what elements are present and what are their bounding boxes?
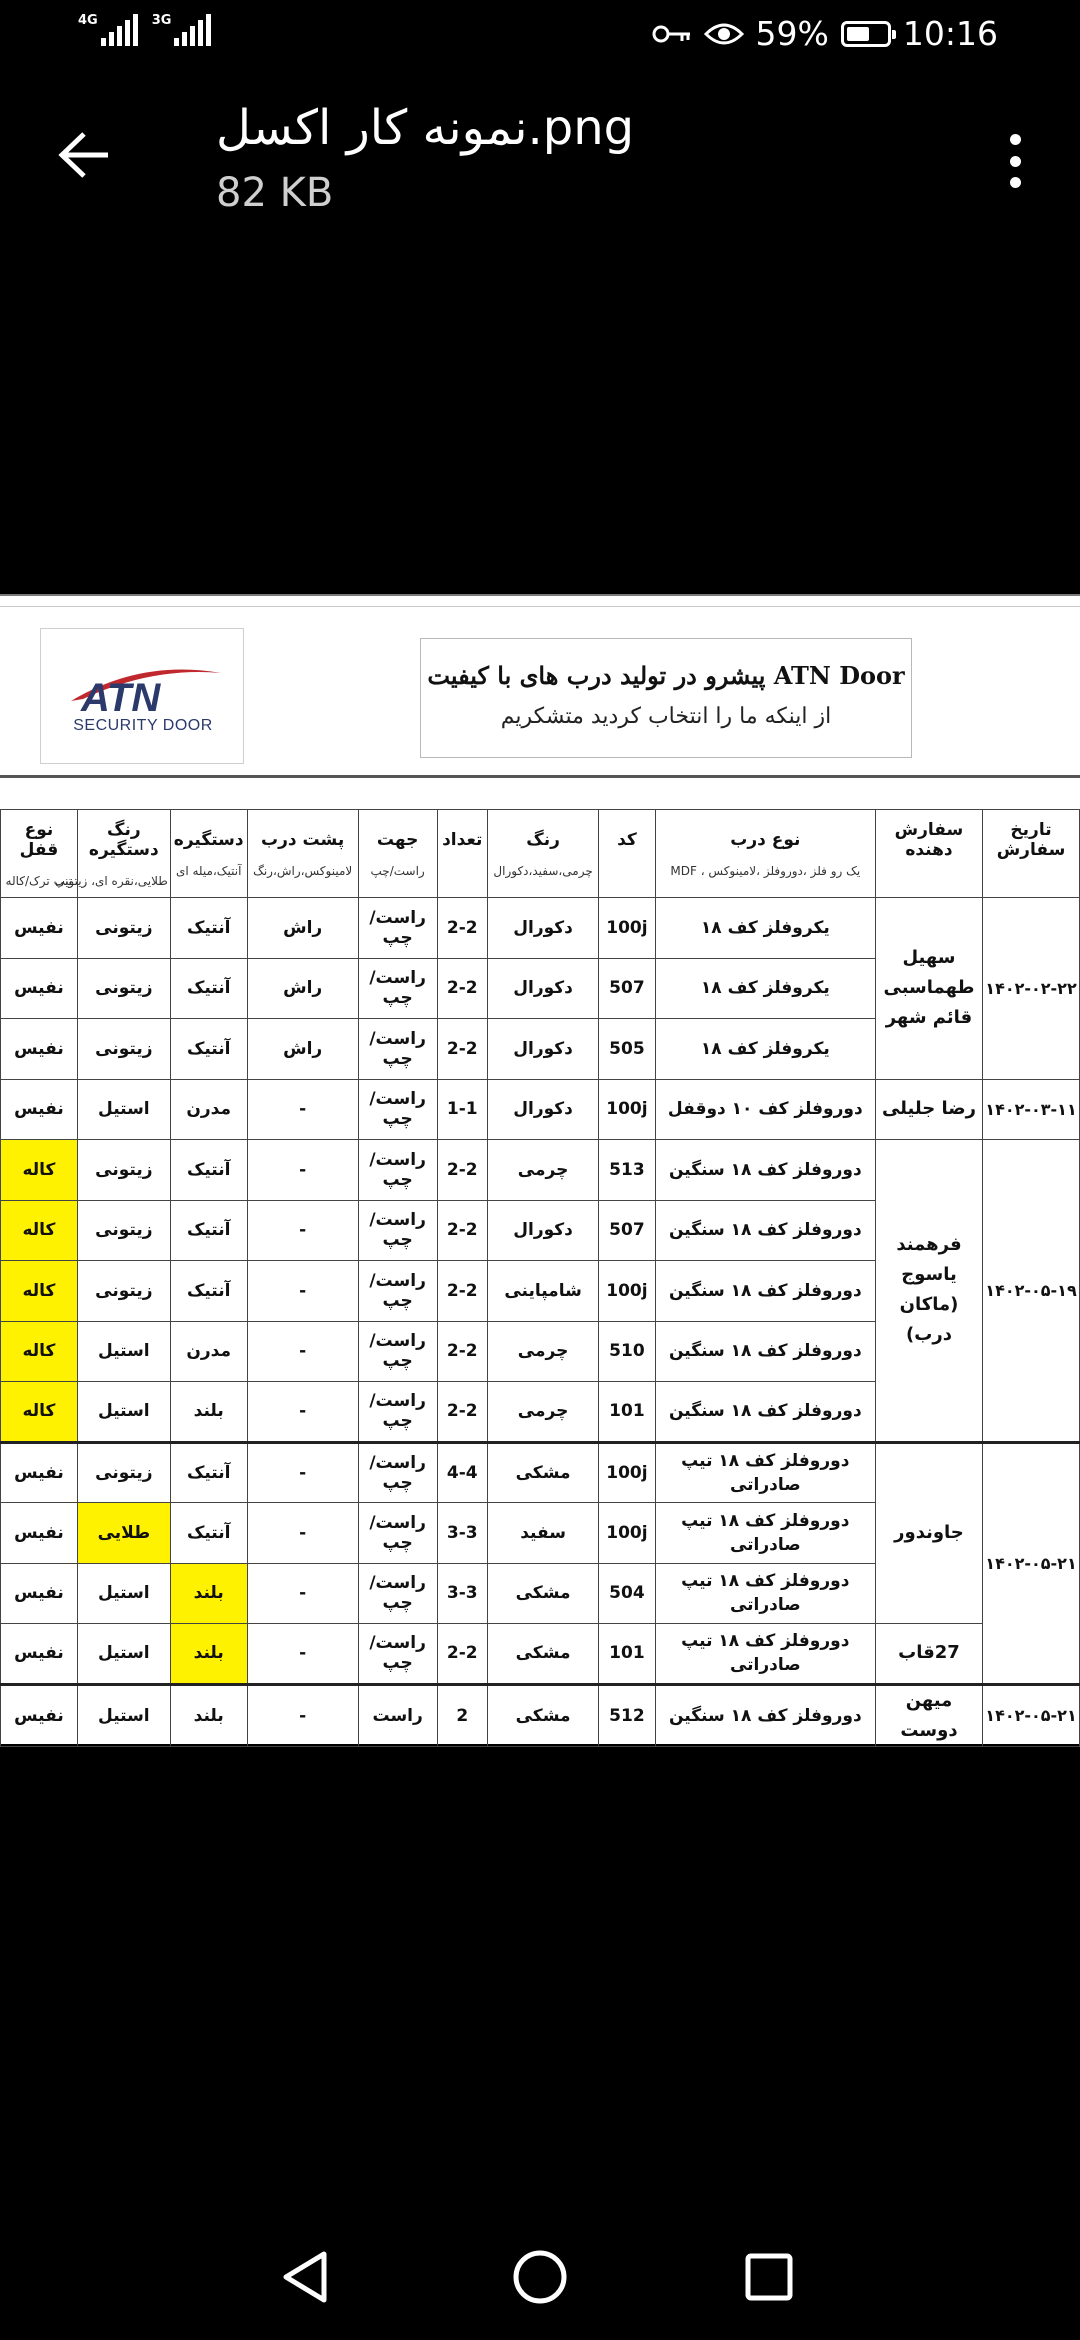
- direction-cell: راست/چپ: [358, 1442, 437, 1503]
- app-bar: [0, 90, 1080, 240]
- column-header: [170, 810, 247, 898]
- door-type-cell: دوروفلز کف ۱۸ تیپ صادراتی: [655, 1503, 875, 1564]
- code-cell: 512: [599, 1684, 656, 1746]
- handle-color-cell: استیل: [77, 1079, 170, 1140]
- column-header-label: کد: [617, 829, 637, 850]
- direction-cell: راست/چپ: [358, 1140, 437, 1201]
- color-cell: چرمی: [488, 1140, 599, 1201]
- door-type-cell: دوروفلز کف ۱۸ تیپ صادراتی: [655, 1624, 875, 1685]
- key-icon: [652, 22, 692, 46]
- order-date-cell: ۱۴۰۲-۰۳-۱۱: [983, 1079, 1080, 1140]
- door-back-cell: -: [247, 1200, 358, 1261]
- quantity-cell: 2: [437, 1684, 488, 1746]
- direction-cell: راست/چپ: [358, 1079, 437, 1140]
- color-cell: مشکی: [488, 1624, 599, 1685]
- lock-type-cell: کاله: [1, 1321, 78, 1382]
- table-row: [1, 898, 1080, 959]
- handle-color-cell: استیل: [77, 1684, 170, 1746]
- door-back-cell: -: [247, 1382, 358, 1443]
- code-cell: 101: [599, 1624, 656, 1685]
- column-header-label: رنگ: [526, 829, 560, 850]
- column-header: [488, 810, 599, 898]
- lock-type-cell: کاله: [1, 1140, 78, 1201]
- quantity-cell: 2-2: [437, 1261, 488, 1322]
- color-cell: مشکی: [488, 1442, 599, 1503]
- lock-type-cell: کاله: [1, 1261, 78, 1322]
- table-row: [1, 1079, 1080, 1140]
- column-header-hint: تیپ ترک/کاله: [5, 873, 73, 888]
- door-back-cell: -: [247, 1321, 358, 1382]
- handle-color-cell: استیل: [77, 1624, 170, 1685]
- column-header-label: رنگ دستگیره: [88, 819, 159, 860]
- file-title: نمونه کار اکسل.png: [216, 100, 635, 156]
- code-cell: 507: [599, 1200, 656, 1261]
- door-type-cell: یکروفلز کف ۱۸: [655, 898, 875, 959]
- direction-cell: راست/چپ: [358, 1261, 437, 1322]
- color-cell: دکورال: [488, 1079, 599, 1140]
- door-back-cell: -: [247, 1684, 358, 1746]
- door-type-cell: دوروفلز کف ۱۸ سنگین: [655, 1382, 875, 1443]
- handle-cell: مدرن: [170, 1321, 247, 1382]
- handle-color-cell: زیتونی: [77, 1019, 170, 1080]
- customer-cell: 27قاب: [875, 1624, 982, 1685]
- door-type-cell: یکروفلز کف ۱۸: [655, 958, 875, 1019]
- code-cell: 513: [599, 1140, 656, 1201]
- direction-cell: راست/چپ: [358, 958, 437, 1019]
- column-header-hint: [601, 864, 653, 878]
- order-date-cell: ۱۴۰۲-۰۵-۲۱: [983, 1684, 1080, 1746]
- column-header: [1, 810, 78, 898]
- handle-cell: آنتیک: [170, 958, 247, 1019]
- column-header-label: پشت درب: [261, 829, 345, 850]
- handle-color-cell: استیل: [77, 1563, 170, 1624]
- navigation-bar: [0, 2220, 1080, 2340]
- signal-icon: [174, 14, 211, 46]
- direction-cell: راست: [358, 1684, 437, 1746]
- banner-subtitle: از اینکه ما را انتخاب کردید متشکریم: [500, 704, 832, 729]
- lock-type-cell: نفیس: [1, 1624, 78, 1685]
- handle-color-cell: زیتونی: [77, 958, 170, 1019]
- color-cell: دکورال: [488, 1200, 599, 1261]
- quantity-cell: 2-2: [437, 1140, 488, 1201]
- lock-type-cell: نفیس: [1, 1442, 78, 1503]
- signal-indicators: [78, 14, 211, 46]
- back-arrow-icon[interactable]: [50, 120, 120, 190]
- handle-color-cell: استیل: [77, 1382, 170, 1443]
- column-header-hint: طلایی،نقره ای، زیتونی: [55, 873, 168, 888]
- customer-cell: سهیل طهماسبی قائم شهر: [875, 898, 982, 1080]
- handle-cell: آنتیک: [170, 1442, 247, 1503]
- svg-text:ATN: ATN: [81, 676, 161, 720]
- battery-icon: [841, 21, 891, 47]
- direction-cell: راست/چپ: [358, 1382, 437, 1443]
- banner: [420, 638, 912, 758]
- door-type-cell: دوروفلز کف ۱۰ دوقفل: [655, 1079, 875, 1140]
- door-back-cell: -: [247, 1261, 358, 1322]
- clock: 10:16: [902, 14, 998, 53]
- signal-2: [152, 14, 212, 46]
- code-cell: 505: [599, 1019, 656, 1080]
- quantity-cell: 2-2: [437, 1321, 488, 1382]
- lock-type-cell: کاله: [1, 1382, 78, 1443]
- handle-color-cell: استیل: [77, 1321, 170, 1382]
- column-header-hint: لامینوکس،راش،رنگ: [253, 863, 353, 878]
- code-cell: 101: [599, 1382, 656, 1443]
- lock-type-cell: نفیس: [1, 958, 78, 1019]
- handle-color-cell: طلایی: [77, 1503, 170, 1564]
- column-header-hint: یک رو فلز ،دوروفلز ،لامینوکس ، MDF: [670, 863, 861, 878]
- door-back-cell: راش: [247, 1019, 358, 1080]
- quantity-cell: 3-3: [437, 1503, 488, 1564]
- column-header-label: تعداد: [442, 829, 483, 850]
- door-type-cell: دوروفلز کف ۱۸ تیپ صادراتی: [655, 1442, 875, 1503]
- door-type-cell: دوروفلز کف ۱۸ سنگین: [655, 1200, 875, 1261]
- quantity-cell: 2-2: [437, 1382, 488, 1443]
- column-header-label: نوع درب: [730, 829, 801, 850]
- column-header-hint: آنتیک،میله ای: [175, 863, 242, 878]
- atn-logo: [40, 628, 244, 764]
- handle-cell: آنتیک: [170, 1140, 247, 1201]
- atn-logo-mark: [61, 659, 225, 719]
- orders-table: [0, 809, 1080, 1747]
- quantity-cell: 2-2: [437, 1624, 488, 1685]
- color-cell: مشکی: [488, 1563, 599, 1624]
- document-header: [0, 594, 1080, 778]
- handle-color-cell: زیتونی: [77, 1261, 170, 1322]
- table-row: [1, 1684, 1080, 1746]
- column-header-label: جهت: [376, 829, 419, 850]
- order-date-cell: ۱۴۰۲-۰۵-۲۱: [983, 1442, 1080, 1684]
- battery-fill: [847, 27, 869, 41]
- door-back-cell: -: [247, 1442, 358, 1503]
- table-body: [1, 898, 1080, 1747]
- quantity-cell: 2-2: [437, 1019, 488, 1080]
- column-header: [655, 810, 875, 898]
- handle-color-cell: زیتونی: [77, 1140, 170, 1201]
- back-triangle-icon[interactable]: [272, 2242, 342, 2312]
- quantity-cell: 4-4: [437, 1442, 488, 1503]
- column-header-label: دستگیره: [173, 829, 244, 850]
- column-header-hint: چرمی،سفید،دکورال: [493, 863, 593, 878]
- handle-cell: آنتیک: [170, 1503, 247, 1564]
- table-row: [1, 1442, 1080, 1503]
- lock-type-cell: کاله: [1, 1200, 78, 1261]
- color-cell: سفید: [488, 1503, 599, 1564]
- table-header: [1, 810, 1080, 898]
- lock-type-cell: نفیس: [1, 1079, 78, 1140]
- door-type-cell: دوروفلز کف ۱۸ سنگین: [655, 1140, 875, 1201]
- column-header: [983, 810, 1080, 898]
- code-cell: 100j: [599, 1079, 656, 1140]
- door-type-cell: دوروفلز کف ۱۸ سنگین: [655, 1261, 875, 1322]
- code-cell: 100j: [599, 1261, 656, 1322]
- quantity-cell: 2-2: [437, 898, 488, 959]
- signal-icon: [101, 14, 138, 46]
- column-header-label: نوع قفل: [19, 819, 59, 860]
- handle-color-cell: زیتونی: [77, 1442, 170, 1503]
- handle-color-cell: زیتونی: [77, 898, 170, 959]
- door-type-cell: یکروفلز کف ۱۸: [655, 1019, 875, 1080]
- column-header-label: سفارش دهنده: [894, 819, 964, 860]
- more-options-icon[interactable]: [990, 126, 1040, 196]
- column-header: [875, 810, 982, 898]
- color-cell: دکورال: [488, 898, 599, 959]
- lock-type-cell: نفیس: [1, 1563, 78, 1624]
- door-back-cell: -: [247, 1624, 358, 1685]
- file-size: 82 KB: [216, 170, 334, 216]
- handle-cell: بلند: [170, 1382, 247, 1443]
- column-header-hint: [878, 874, 980, 888]
- door-type-cell: دوروفلز کف ۱۸ سنگین: [655, 1321, 875, 1382]
- direction-cell: راست/چپ: [358, 898, 437, 959]
- lock-type-cell: نفیس: [1, 898, 78, 959]
- column-header-hint: [985, 874, 1077, 888]
- direction-cell: راست/چپ: [358, 1321, 437, 1382]
- signal-1: [78, 14, 138, 46]
- status-bar: [0, 0, 1080, 72]
- direction-cell: راست/چپ: [358, 1624, 437, 1685]
- column-header: [599, 810, 656, 898]
- handle-cell: بلند: [170, 1563, 247, 1624]
- door-type-cell: دوروفلز کف ۱۸ تیپ صادراتی: [655, 1563, 875, 1624]
- status-right: [652, 14, 998, 53]
- direction-cell: راست/چپ: [358, 1563, 437, 1624]
- order-date-cell: ۱۴۰۲-۰۵-۱۹: [983, 1140, 1080, 1443]
- color-cell: دکورال: [488, 958, 599, 1019]
- eye-icon: [704, 20, 744, 48]
- code-cell: 100j: [599, 898, 656, 959]
- image-preview[interactable]: [0, 594, 1080, 1744]
- network-type-2: 3G: [151, 13, 172, 28]
- door-back-cell: -: [247, 1140, 358, 1201]
- direction-cell: راست/چپ: [358, 1503, 437, 1564]
- quantity-cell: 2-2: [437, 958, 488, 1019]
- column-header-label: تاریخ سفارش: [996, 819, 1066, 860]
- quantity-cell: 3-3: [437, 1563, 488, 1624]
- color-cell: چرمی: [488, 1382, 599, 1443]
- column-header: [55, 810, 170, 898]
- customer-cell: میهن دوست: [875, 1684, 982, 1746]
- code-cell: 504: [599, 1563, 656, 1624]
- table-row: [1, 1624, 1080, 1685]
- direction-cell: راست/چپ: [358, 1200, 437, 1261]
- column-header-hint: [440, 864, 486, 878]
- quantity-cell: 2-2: [437, 1200, 488, 1261]
- network-type-1: 4G: [78, 13, 98, 28]
- direction-cell: راست/چپ: [358, 1019, 437, 1080]
- lock-type-cell: نفیس: [1, 1503, 78, 1564]
- lock-type-cell: نفیس: [1, 1019, 78, 1080]
- handle-cell: آنتیک: [170, 1200, 247, 1261]
- column-header: [437, 810, 488, 898]
- code-cell: 100j: [599, 1442, 656, 1503]
- color-cell: چرمی: [488, 1321, 599, 1382]
- code-cell: 507: [599, 958, 656, 1019]
- customer-cell: رضا جلیلی: [875, 1079, 982, 1140]
- banner-title: ATN Door پیشرو در تولید درب های با کیفیت: [427, 661, 905, 690]
- battery-percent: 59%: [755, 14, 829, 53]
- handle-cell: بلند: [170, 1624, 247, 1685]
- customer-cell: جاوندور: [875, 1442, 982, 1624]
- table-row: [1, 1140, 1080, 1201]
- column-header: [247, 810, 358, 898]
- logo-subtitle: SECURITY DOOR: [73, 717, 213, 734]
- home-circle-icon[interactable]: [505, 2242, 575, 2312]
- door-back-cell: راش: [247, 958, 358, 1019]
- handle-cell: آنتیک: [170, 1019, 247, 1080]
- door-type-cell: دوروفلز کف ۱۸ سنگین: [655, 1684, 875, 1746]
- color-cell: شامپاینی: [488, 1261, 599, 1322]
- handle-cell: آنتیک: [170, 898, 247, 959]
- door-back-cell: راش: [247, 898, 358, 959]
- column-header: [358, 810, 437, 898]
- recents-square-icon[interactable]: [734, 2242, 804, 2312]
- handle-cell: آنتیک: [170, 1261, 247, 1322]
- door-back-cell: -: [247, 1079, 358, 1140]
- color-cell: مشکی: [488, 1684, 599, 1746]
- customer-cell: فرهمند یاسوج (ماکان درب): [875, 1140, 982, 1443]
- order-date-cell: ۱۴۰۲-۰۲-۲۲: [983, 898, 1080, 1080]
- handle-color-cell: زیتونی: [77, 1200, 170, 1261]
- column-header-hint: راست/چپ: [370, 863, 425, 878]
- code-cell: 100j: [599, 1503, 656, 1564]
- quantity-cell: 1-1: [437, 1079, 488, 1140]
- door-back-cell: -: [247, 1503, 358, 1564]
- lock-type-cell: نفیس: [1, 1684, 78, 1746]
- door-back-cell: -: [247, 1563, 358, 1624]
- code-cell: 510: [599, 1321, 656, 1382]
- handle-cell: بلند: [170, 1684, 247, 1746]
- handle-cell: مدرن: [170, 1079, 247, 1140]
- color-cell: دکورال: [488, 1019, 599, 1080]
